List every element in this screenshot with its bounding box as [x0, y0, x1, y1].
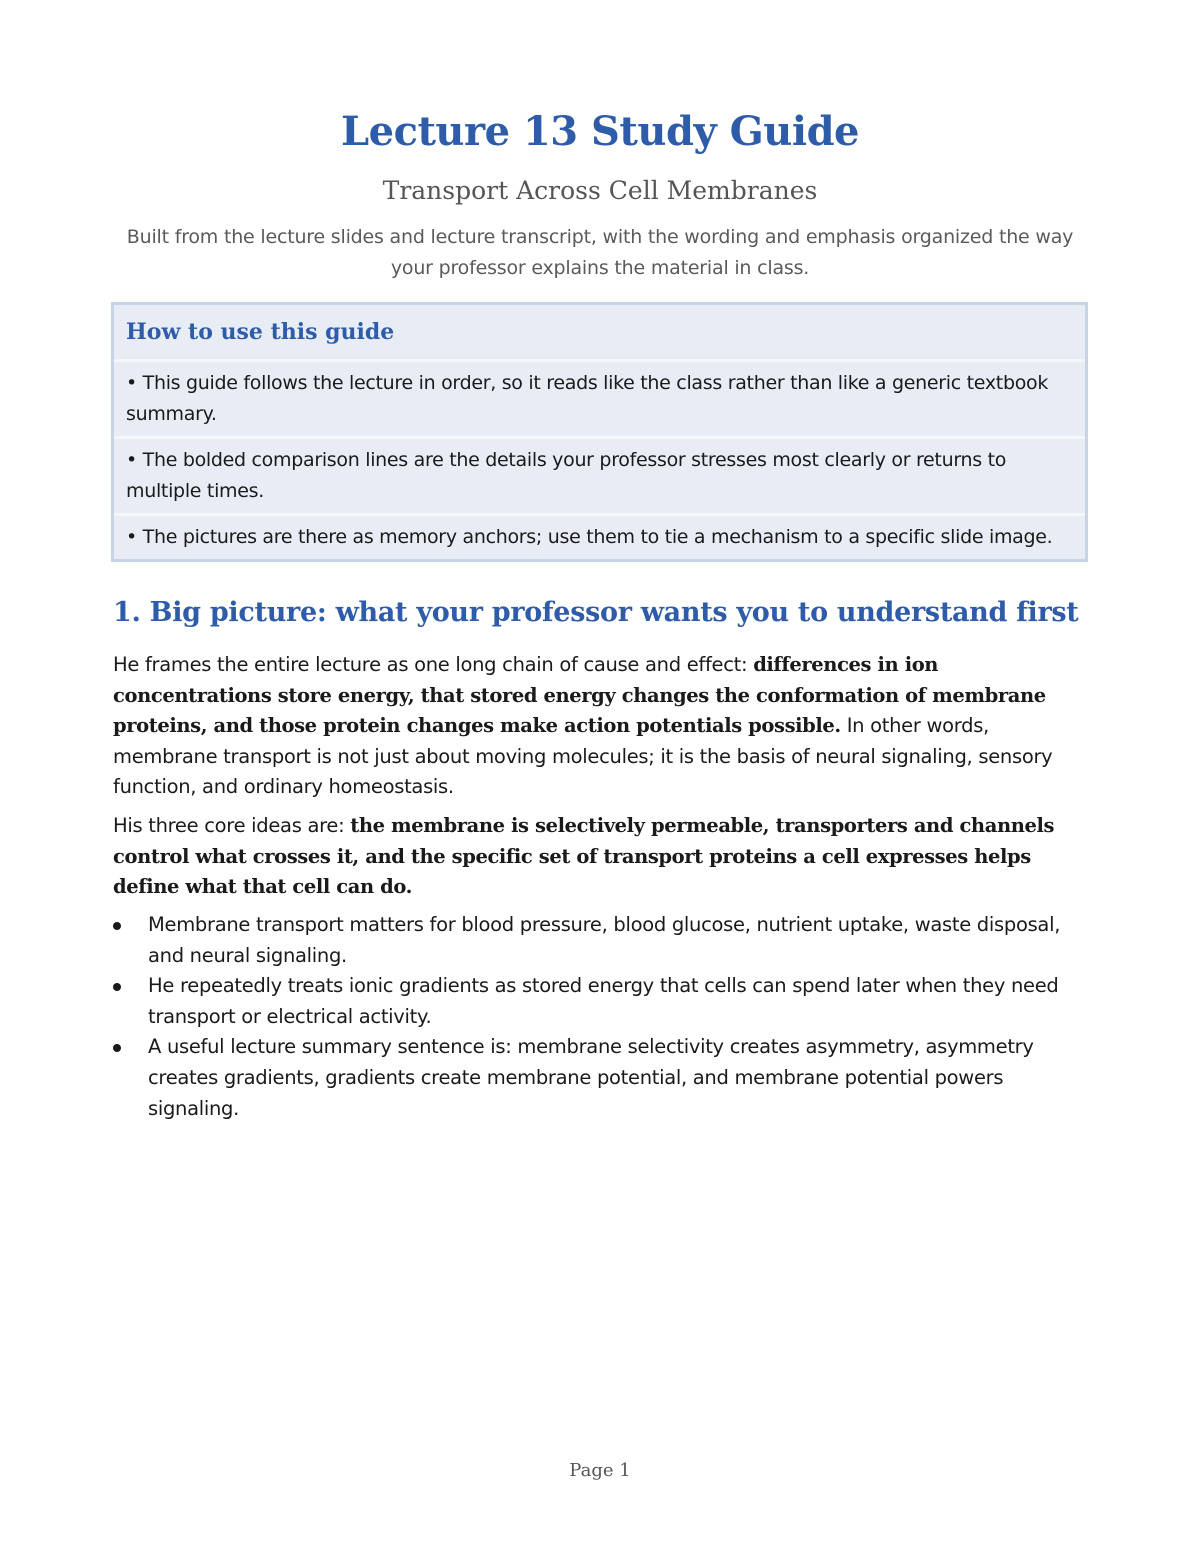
intro-text: Built from the lecture slides and lecture transcript, with the wording and emphasis organized the way your professor explains the material in class. [126, 226, 1074, 279]
paragraph-emphasis: differences in ion concentrations store energy, that stored energy changes the conformation of membrane proteins, and those protein changes make action potentials possible. [113, 653, 1046, 738]
bullet-icon [113, 983, 121, 991]
list-item [113, 971, 1088, 1032]
paragraph-text: He frames the entire lecture as one long chain of cause and effect: [113, 653, 754, 676]
list-item-text: Membrane transport matters for blood pressure, blood glucose, nutrient uptake, waste disposal, and neural signaling. [148, 913, 1061, 967]
list-item [113, 1032, 1088, 1124]
paragraph-text: His three core ideas are: [113, 814, 351, 837]
bullet-icon [113, 922, 121, 930]
callout-item: • The pictures are there as memory anchors; use them to tie a mechanism to a specific slide image. [126, 526, 1053, 548]
document-subtitle: Transport Across Cell Membranes [382, 176, 818, 205]
callout-heading: How to use this guide [114, 305, 1085, 362]
section-1-paragraph-1 [113, 650, 1088, 803]
page-number: Page 1 [569, 1460, 631, 1481]
how-to-use-callout [111, 302, 1088, 562]
section-1-heading: 1. Big picture: what your professor wants you to understand first [113, 597, 1079, 628]
list-item-text: He repeatedly treats ionic gradients as stored energy that cells can spend later when they need transport or electrical activity. [148, 974, 1059, 1028]
callout-item: • This guide follows the lecture in order, so it reads like the class rather than like a generic textbook summary. [114, 362, 1085, 439]
list-item [113, 910, 1088, 971]
bullet-icon [113, 1044, 121, 1052]
list-item-text: A useful lecture summary sentence is: membrane selectivity creates asymmetry, asymmetry creates gradients, gradients create membrane potential, and membrane potential powers signaling. [148, 1035, 1034, 1120]
paragraph-text: In other words, membrane transport is not just about moving molecules; it is the basis of neural signaling, sensory function, and ordinary homeostasis. [113, 714, 1053, 799]
paragraph-emphasis: the membrane is selectively permeable, transporters and channels control what crosses it, and the specific set of transport proteins a cell expresses helps define what that cell can do. [113, 814, 1055, 899]
section-1-paragraph-2 [113, 811, 1088, 903]
document-title: Lecture 13 Study Guide [341, 108, 859, 155]
callout-item: • The bolded comparison lines are the details your professor stresses most clearly or returns to multiple times. [114, 439, 1085, 516]
section-1-bullet-list [113, 910, 1088, 1124]
